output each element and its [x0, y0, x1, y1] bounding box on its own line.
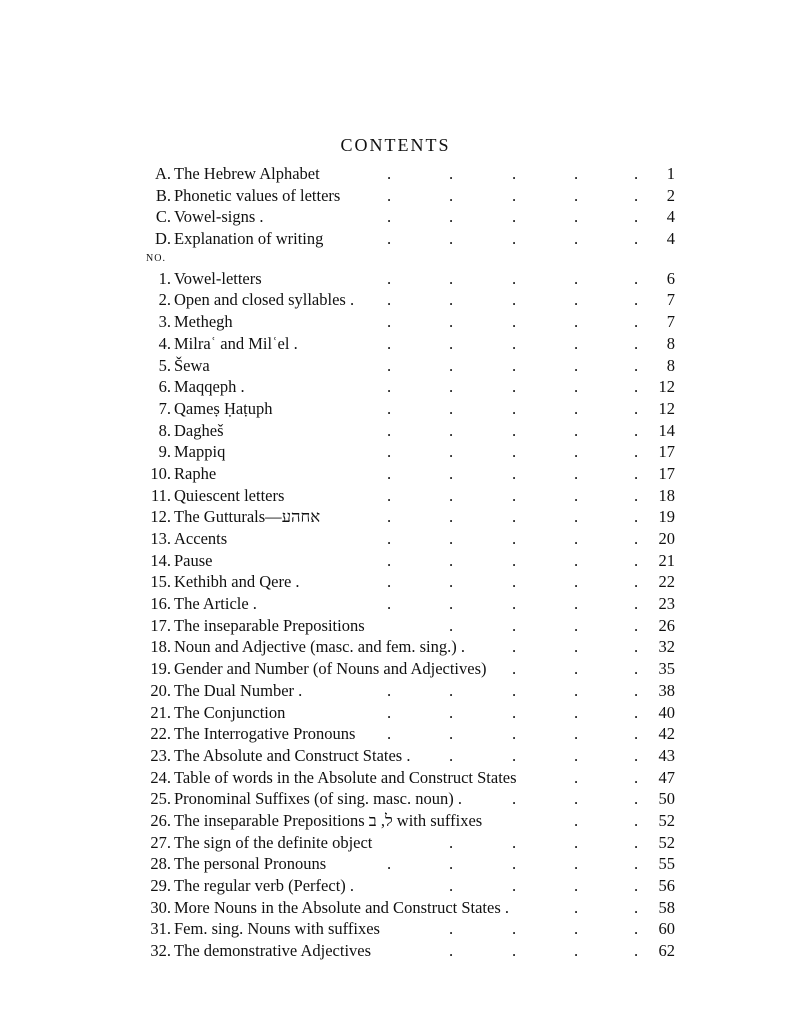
dot-leader: . . .: [511, 659, 639, 679]
entry-number: 1.: [158, 268, 171, 288]
entry-number: D.: [154, 229, 171, 249]
dot-leader: . .: [573, 897, 639, 917]
entry-page-number: 55: [658, 854, 675, 874]
contents-list: [0, 163, 791, 962]
entry-number: B.: [155, 185, 171, 205]
entry-page-number: 40: [658, 702, 675, 722]
entry-title: Dagheš: [174, 420, 224, 440]
dot-leader: . . . . .: [386, 529, 639, 548]
entry-page-number: 62: [658, 941, 675, 961]
dot-leader: . . . . .: [386, 572, 639, 592]
dot-leader: . . . . .: [386, 420, 639, 440]
entry-page-number: 23: [658, 594, 675, 614]
toc-entry: [0, 228, 791, 250]
toc-entry: [0, 333, 791, 355]
dot-leader: . . . . .: [386, 594, 639, 614]
entry-page-number: 8: [666, 355, 675, 375]
entry-number: 14.: [150, 550, 171, 570]
entry-title: The demonstrative Adjectives: [174, 941, 372, 961]
entry-page-number: 22: [658, 572, 675, 592]
entry-number: A.: [154, 164, 171, 183]
toc-entry: [0, 463, 791, 485]
entry-number: 23.: [150, 745, 171, 765]
entry-page-number: 4: [666, 207, 675, 227]
entry-number: 8.: [158, 420, 171, 440]
entry-number: 4.: [158, 333, 171, 353]
entry-number: 24.: [150, 767, 171, 787]
entry-number: 2.: [158, 290, 171, 310]
toc-entry: [0, 636, 791, 658]
dot-leader: . . . . .: [386, 377, 639, 397]
dot-leader: . . . . .: [386, 312, 639, 332]
toc-entry: [0, 853, 791, 875]
toc-entry: [0, 723, 791, 745]
entry-title: Mappiq: [174, 442, 226, 462]
entry-page-number: 52: [658, 832, 675, 852]
dot-leader: . . . .: [448, 832, 639, 852]
toc-entry: [0, 940, 791, 962]
toc-entry: [0, 528, 791, 550]
entry-page-number: 18: [658, 485, 675, 505]
toc-entry: [0, 832, 791, 854]
toc-entry: [0, 702, 791, 724]
entry-page-number: 47: [658, 767, 675, 787]
dot-leader: . . . . .: [386, 229, 639, 249]
entry-title: The Article .: [174, 594, 257, 614]
entry-title: Milraʿ and Milʿel .: [174, 333, 298, 353]
dot-leader: . . . . .: [386, 333, 639, 353]
dot-leader: . . . .: [448, 745, 639, 765]
entry-number: 9.: [158, 442, 171, 462]
dot-leader: . . .: [511, 637, 639, 657]
entry-title: The Dual Number .: [174, 680, 303, 700]
dot-leader: . . . . .: [386, 290, 639, 310]
entry-title: Fem. sing. Nouns with suffixes: [174, 919, 380, 939]
entry-page-number: 43: [658, 745, 675, 765]
entry-title: The inseparable Prepositions ל, ב with suffixes: [174, 810, 483, 830]
entry-number: 20.: [150, 680, 171, 700]
entry-number: 21.: [150, 702, 171, 722]
entry-title: Explanation of writing: [174, 229, 324, 249]
entry-page-number: 50: [658, 789, 675, 809]
entry-number: 22.: [150, 724, 171, 744]
page-title: CONTENTS: [340, 135, 451, 155]
entry-number: 13.: [150, 529, 171, 548]
toc-entry: [0, 571, 791, 593]
entry-number: 12.: [150, 507, 171, 527]
entry-page-number: 20: [658, 529, 675, 548]
toc-entry: [0, 206, 791, 228]
entry-number: 32.: [150, 941, 171, 961]
entry-page-number: 42: [658, 724, 675, 744]
toc-entry: [0, 767, 791, 789]
entry-page-number: 21: [658, 550, 675, 570]
toc-entry: [0, 658, 791, 680]
entry-page-number: 19: [658, 507, 675, 527]
entry-title: The Interrogative Pronouns: [174, 724, 356, 744]
entry-title: The Gutturals—אחהע: [174, 507, 321, 527]
entry-page-number: 6: [666, 268, 675, 288]
toc-entry: [0, 311, 791, 333]
dot-leader: . . . . .: [386, 185, 639, 205]
entry-title: Šewa: [174, 355, 210, 375]
entry-number: 10.: [150, 463, 171, 483]
dot-leader: . . . .: [448, 941, 639, 961]
toc-entry: [0, 506, 791, 528]
entry-title: The sign of the definite object: [174, 832, 373, 852]
toc-entry: [0, 376, 791, 398]
toc-entry: [0, 615, 791, 637]
entry-number: 19.: [150, 659, 171, 679]
toc-entry: [0, 745, 791, 767]
entry-page-number: 35: [658, 659, 675, 679]
entry-page-number: 14: [658, 420, 675, 440]
no-label: NO.: [146, 252, 166, 264]
toc-entry: [0, 185, 791, 207]
entry-page-number: 52: [658, 810, 675, 830]
entry-title: The regular verb (Perfect) .: [174, 876, 355, 895]
no-heading-row: [0, 250, 791, 268]
toc-entry: [0, 680, 791, 702]
dot-leader: . . . .: [448, 615, 639, 635]
dot-leader: . . . . .: [386, 507, 639, 527]
entry-page-number: 60: [658, 919, 675, 939]
dot-leader: . . . . .: [386, 442, 639, 462]
entry-number: 11.: [150, 485, 171, 505]
toc-entry: [0, 593, 791, 615]
entry-title: More Nouns in the Absolute and Construct States .: [174, 897, 510, 917]
entry-page-number: 56: [658, 876, 675, 895]
toc-entry: [0, 897, 791, 919]
dot-leader: . .: [573, 767, 639, 787]
dot-leader: . . . . .: [386, 355, 639, 375]
entry-number: 17.: [150, 615, 171, 635]
dot-leader: . . . . .: [386, 463, 639, 483]
entry-number: 29.: [150, 876, 171, 895]
entry-number: 31.: [150, 919, 171, 939]
dot-leader: . . . . .: [386, 854, 639, 874]
entry-title: Qameṣ Ḥaṭuph: [174, 398, 273, 418]
toc-entry: [0, 485, 791, 507]
entry-title: Gender and Number (of Nouns and Adjectives): [174, 659, 487, 679]
entry-number: 16.: [150, 594, 171, 614]
toc-entry: [0, 355, 791, 377]
entry-title: Noun and Adjective (masc. and fem. sing.) .: [174, 637, 465, 657]
toc-entry: [0, 918, 791, 940]
dot-leader: . . . . .: [386, 680, 639, 700]
entry-number: 15.: [150, 572, 171, 592]
entry-title: Raphe: [174, 463, 217, 483]
toc-entry: [0, 289, 791, 311]
dot-leader: . . . .: [448, 876, 639, 895]
entry-title: Open and closed syllables .: [174, 290, 355, 310]
entry-title: The Conjunction: [174, 702, 286, 722]
entry-title: Quiescent letters: [174, 485, 285, 505]
entry-number: C.: [155, 207, 171, 227]
entry-number: 28.: [150, 854, 171, 874]
entry-number: 7.: [158, 398, 171, 418]
toc-entry: [0, 268, 791, 290]
entry-number: 18.: [150, 637, 171, 657]
entry-title: Pronominal Suffixes (of sing. masc. noun) .: [174, 789, 462, 809]
dot-leader: . . . .: [448, 919, 639, 939]
entry-page-number: 1: [666, 164, 675, 183]
entry-number: 30.: [150, 897, 171, 917]
entry-page-number: 17: [658, 442, 675, 462]
entry-title: The Hebrew Alphabet: [174, 164, 320, 183]
entry-page-number: 32: [658, 637, 675, 657]
entry-page-number: 38: [658, 680, 675, 700]
entry-title: Table of words in the Absolute and Construct States: [174, 767, 517, 787]
entry-page-number: 17: [658, 463, 675, 483]
entry-page-number: 58: [658, 897, 675, 917]
entry-title: Vowel-letters: [174, 268, 262, 288]
entry-page-number: 7: [666, 312, 675, 332]
entry-number: 6.: [158, 377, 171, 397]
dot-leader: . . . . .: [386, 398, 639, 418]
entry-title: Kethibh and Qere .: [174, 572, 300, 592]
entry-title: Maqqeph .: [174, 377, 245, 397]
entry-title: Accents: [174, 529, 228, 548]
dot-leader: . . . . .: [386, 268, 639, 288]
toc-entry: [0, 810, 791, 832]
entry-title: Pause: [174, 550, 213, 570]
entry-number: 25.: [150, 789, 171, 809]
dot-leader: . . . . .: [386, 702, 639, 722]
entry-page-number: 12: [658, 377, 675, 397]
dot-leader: . . . . .: [386, 207, 639, 227]
entry-title: The Absolute and Construct States .: [174, 745, 411, 765]
entry-number: 26.: [150, 810, 171, 830]
entry-number: 27.: [150, 832, 171, 852]
toc-entry: [0, 550, 791, 572]
dot-leader: . . . . .: [386, 485, 639, 505]
dot-leader: . . . . .: [386, 550, 639, 570]
dot-leader: . . .: [511, 789, 639, 809]
toc-entry: [0, 441, 791, 463]
entry-page-number: 4: [666, 229, 675, 249]
toc-entry: [0, 875, 791, 897]
toc-entry: [0, 420, 791, 442]
entry-page-number: 26: [658, 615, 675, 635]
entry-title: The inseparable Prepositions: [174, 615, 365, 635]
entry-page-number: 7: [666, 290, 675, 310]
toc-entry: [0, 398, 791, 420]
entry-title: Phonetic values of letters: [174, 185, 341, 205]
entry-page-number: 2: [666, 185, 675, 205]
entry-number: 5.: [158, 355, 171, 375]
dot-leader: . . . . .: [386, 164, 639, 183]
dot-leader: . .: [573, 810, 639, 830]
entry-number: 3.: [158, 312, 171, 332]
entry-title: Vowel-signs .: [174, 207, 264, 227]
toc-entry: [0, 163, 791, 185]
toc-entry: [0, 788, 791, 810]
entry-title: Methegh: [174, 312, 233, 332]
dot-leader: . . . . .: [386, 724, 639, 744]
entry-title: The personal Pronouns: [174, 854, 327, 874]
entry-page-number: 8: [666, 333, 675, 353]
entry-page-number: 12: [658, 398, 675, 418]
